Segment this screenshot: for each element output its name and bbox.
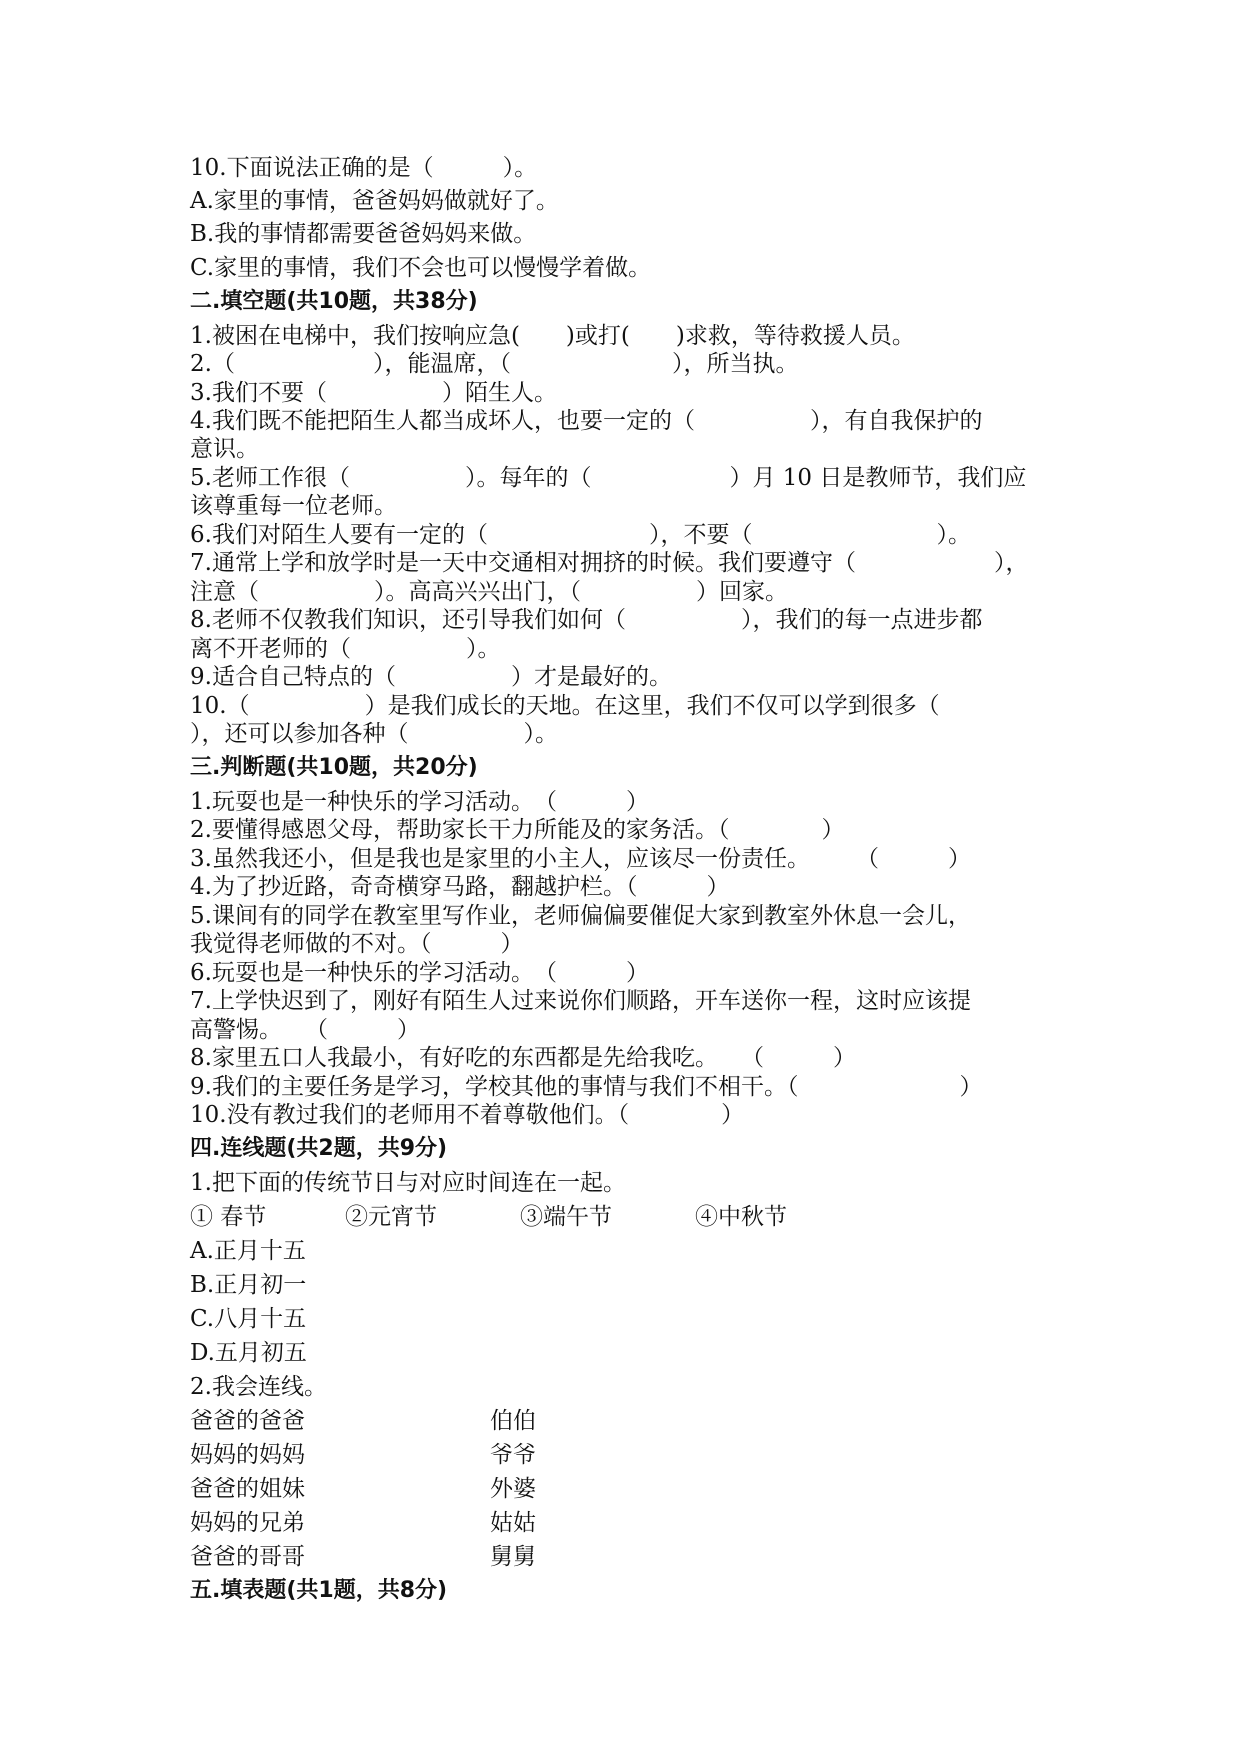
festival-date: D.五月初五 <box>190 1340 307 1366</box>
festival-item: ① 春节 <box>190 1204 267 1230</box>
relative-title: 爷爷 <box>490 1442 536 1468</box>
fill-blank-line: 5.老师工作很（ ）。每年的（ ）月 10 日是教师节，我们应 <box>190 465 1027 491</box>
fill-blank-line: 3.我们不要（ ）陌生人。 <box>190 380 557 406</box>
fill-blank-line: 6.我们对陌生人要有一定的（ ），不要（ ）。 <box>190 522 971 548</box>
festival-date: C.八月十五 <box>190 1306 307 1332</box>
section-heading-fill-blank: 二.填空题(共10题，共38分) <box>190 289 478 314</box>
true-false-line: 8.家里五口人我最小，有好吃的东西都是先给我吃。 （ ） <box>190 1045 856 1071</box>
fill-blank-line: 1.被困在电梯中，我们按响应急( )或打( )求救，等待救援人员。 <box>190 323 915 349</box>
true-false-line: 10.没有教过我们的老师用不着尊敬他们。（ ） <box>190 1102 745 1128</box>
fill-blank-line: ），还可以参加各种（ ）。 <box>190 721 558 747</box>
fill-blank-line: 2.（ ），能温席，（ ），所当执。 <box>190 351 799 377</box>
fill-blank-line: 4.我们既不能把陌生人都当成坏人，也要一定的（ ），有自我保护的 <box>190 408 983 434</box>
relative-title: 伯伯 <box>490 1408 536 1434</box>
relative-title: 姑姑 <box>490 1510 536 1536</box>
relative-description: 爸爸的爸爸 <box>190 1408 305 1434</box>
option-c: C.家里的事情，我们不会也可以慢慢学着做。 <box>190 255 652 281</box>
relative-description: 妈妈的妈妈 <box>190 1442 305 1468</box>
relative-title: 外婆 <box>490 1476 536 1502</box>
festival-item: ③端午节 <box>520 1204 612 1230</box>
festival-item: ④中秋节 <box>695 1204 787 1230</box>
festival-date: B.正月初一 <box>190 1272 307 1298</box>
fill-blank-line: 离不开老师的（ ）。 <box>190 636 501 662</box>
fill-blank-line: 意识。 <box>190 436 259 462</box>
festival-date: A.正月十五 <box>190 1238 306 1264</box>
matching-stem-festivals: 1.把下面的传统节日与对应时间连在一起。 <box>190 1170 626 1196</box>
true-false-line: 7.上学快迟到了，刚好有陌生人过来说你们顺路，开车送你一程，这时应该提 <box>190 988 971 1014</box>
relative-description: 爸爸的哥哥 <box>190 1544 305 1570</box>
true-false-line: 我觉得老师做的不对。（ ） <box>190 931 524 957</box>
section-heading-table: 五.填表题(共1题，共8分) <box>190 1578 448 1603</box>
true-false-line: 高警惕。 （ ） <box>190 1017 420 1043</box>
option-b: B.我的事情都需要爸爸妈妈来做。 <box>190 221 537 247</box>
true-false-line: 2.要懂得感恩父母，帮助家长干力所能及的家务活。（ ） <box>190 817 845 843</box>
relative-title: 舅舅 <box>490 1544 536 1570</box>
true-false-line: 1.玩耍也是一种快乐的学习活动。 （ ） <box>190 789 649 815</box>
section-heading-true-false: 三.判断题(共10题，共20分) <box>190 755 478 780</box>
true-false-line: 3.虽然我还小，但是我也是家里的小主人，应该尽一份责任。 （ ） <box>190 846 971 872</box>
fill-blank-line: 该尊重每一位老师。 <box>190 493 397 519</box>
true-false-line: 5.课间有的同学在教室里写作业，老师偏偏要催促大家到教室外休息一会儿， <box>190 903 971 929</box>
fill-blank-line: 10.（ ）是我们成长的天地。在这里，我们不仅可以学到很多（ <box>190 693 940 719</box>
true-false-line: 4.为了抄近路，奇奇横穿马路，翻越护栏。（ ） <box>190 874 730 900</box>
fill-blank-line: 9.适合自己特点的（ ）才是最好的。 <box>190 664 672 690</box>
option-a: A.家里的事情，爸爸妈妈做就好了。 <box>190 188 559 214</box>
relative-description: 妈妈的兄弟 <box>190 1510 305 1536</box>
true-false-line: 6.玩耍也是一种快乐的学习活动。 （ ） <box>190 960 649 986</box>
fill-blank-line: 7.通常上学和放学时是一天中交通相对拥挤的时候。我们要遵守（ ）， <box>190 550 1029 576</box>
relative-description: 爸爸的姐妹 <box>190 1476 305 1502</box>
question-stem: 10.下面说法正确的是（ ）。 <box>190 155 538 181</box>
festival-item: ②元宵节 <box>345 1204 437 1230</box>
fill-blank-line: 8.老师不仅教我们知识，还引导我们如何（ ），我们的每一点进步都 <box>190 607 983 633</box>
matching-stem-relatives: 2.我会连线。 <box>190 1374 327 1400</box>
section-heading-matching: 四.连线题(共2题，共9分) <box>190 1136 448 1161</box>
fill-blank-line: 注意（ ）。高高兴兴出门，（ ）回家。 <box>190 579 788 605</box>
true-false-line: 9.我们的主要任务是学习，学校其他的事情与我们不相干。（ ） <box>190 1074 983 1100</box>
